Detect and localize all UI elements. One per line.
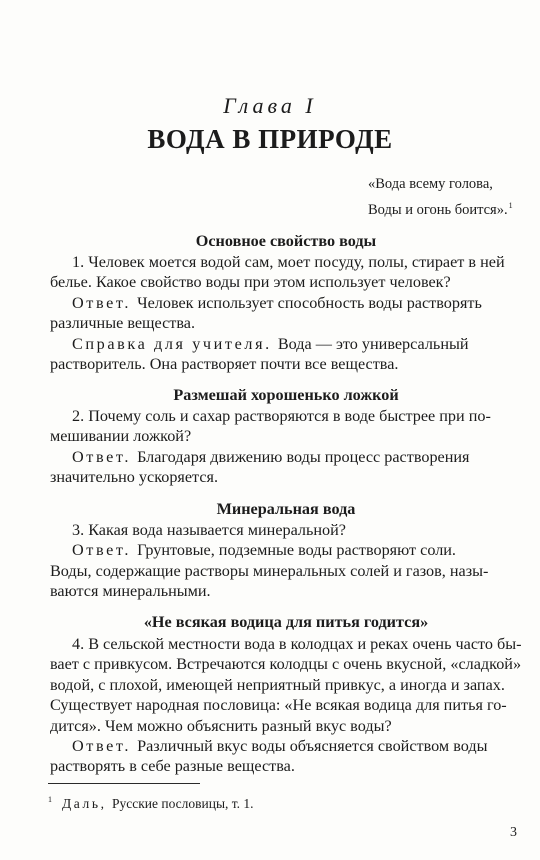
- question-line: белье. Какое свойство воды при этом использует человек?: [50, 273, 451, 292]
- footnote: [48, 795, 254, 812]
- section-body-3: [50, 520, 522, 602]
- answer-line: значительно ускоряется.: [50, 468, 219, 487]
- epigraph: [368, 174, 538, 221]
- answer-label: Ответ.: [72, 737, 132, 756]
- section-body-2: [50, 406, 522, 488]
- answer-label: Ответ.: [72, 541, 132, 560]
- answer-label: Ответ.: [72, 447, 132, 466]
- footnote-divider: [48, 783, 200, 784]
- section-heading-2: Размешай хорошенько ложкой: [173, 386, 399, 404]
- epigraph-line-2: Воды и огонь боится».: [368, 202, 508, 218]
- question-line: водой, с плохой, имеющей неприятный привкус, а иногда и запах.: [50, 675, 505, 694]
- answer-line: Воды, содержащие растворы минеральных солей и газов, назы-: [50, 561, 489, 580]
- answer-line: Ответ. Благодаря движению воды процесс растворения: [72, 447, 470, 466]
- answer-line: Ответ. Различный вкус воды объясняется свойством воды: [72, 737, 488, 756]
- section-heading-4: «Не всякая водица для питья годится»: [143, 613, 429, 631]
- answer-line: различные вещества.: [50, 314, 196, 333]
- answer-line: ваются минеральными.: [50, 582, 211, 601]
- section-heading-3: Минеральная вода: [216, 500, 356, 518]
- section-body-4: [50, 634, 522, 777]
- chapter-title: ВОДА В ПРИРОДЕ: [147, 124, 393, 154]
- footnote-reference: 1: [508, 201, 513, 210]
- footnote-text: Русские пословицы, т. 1.: [108, 796, 254, 811]
- epigraph-line-1: «Вода всему голова,: [368, 176, 493, 192]
- chapter-label: Глава I: [223, 93, 317, 118]
- question-line: дится». Чем можно объяснить разный вкус воды?: [50, 716, 392, 735]
- answer-line: растворять в себе разные вещества.: [50, 757, 295, 776]
- question-line: мешивании ложкой?: [50, 427, 192, 446]
- footnote-mark: 1: [48, 795, 52, 804]
- answer-line: Ответ. Человек использует способность воды растворять: [72, 293, 482, 312]
- question-line: вает с привкусом. Встречаются колодцы с очень вкусной, «сладкой»: [50, 655, 522, 674]
- answer-label: Ответ.: [72, 293, 132, 312]
- section-body-1: [50, 252, 522, 374]
- footnote-author: Даль,: [62, 796, 107, 811]
- answer-line: Ответ. Грунтовые, подземные воды растворяют соли.: [72, 541, 456, 560]
- teacher-note-label: Справка для учителя.: [72, 334, 272, 353]
- question-line: Существует народная пословица: «Не всякая водица для питья го-: [50, 696, 507, 715]
- question-line: 2. Почему соль и сахар растворяются в воде быстрее при по-: [72, 407, 491, 425]
- question-line: 4. В сельской местности вода в колодцах и реках очень часто бы-: [72, 635, 522, 653]
- page-number: 3: [510, 825, 517, 840]
- teacher-note-line: растворитель. Она растворяет почти все вещества.: [50, 355, 399, 374]
- section-heading-1: Основное свойство воды: [195, 232, 377, 250]
- teacher-note-line: Справка для учителя. Вода — это универсальный: [72, 334, 469, 353]
- question-line: 3. Какая вода называется минеральной?: [72, 521, 346, 539]
- question-line: 1. Человек моется водой сам, моет посуду, полы, стирает в ней: [72, 253, 505, 271]
